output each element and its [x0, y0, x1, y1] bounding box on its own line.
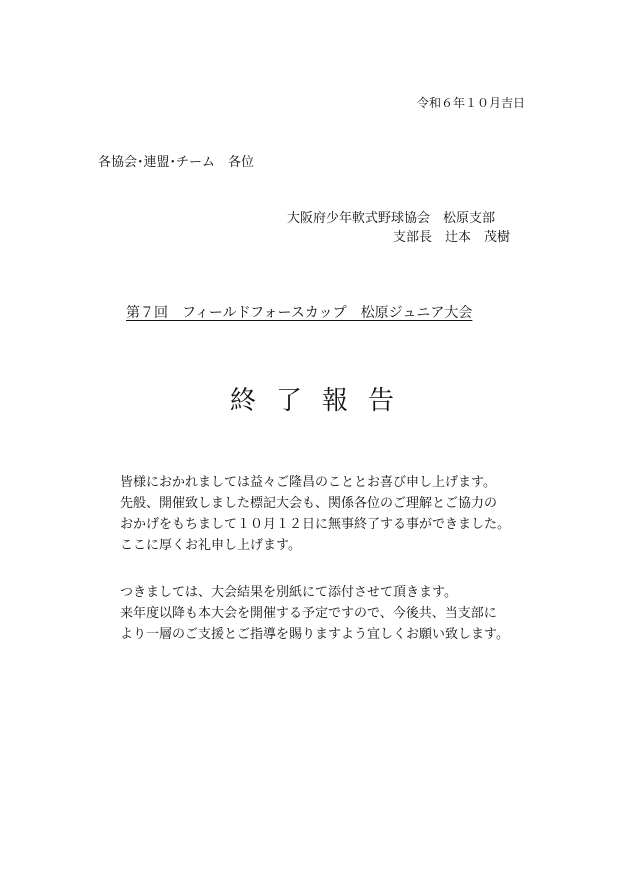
body-line: より一層のご支援とご指導を賜りますよう宜しくお願い致します。	[120, 627, 509, 642]
event-title: 第７回 フィールドフォースカップ 松原ジュニア大会	[126, 305, 473, 321]
body-line: ここに厚くお礼申し上げます。	[120, 538, 301, 553]
body-paragraph-1	[120, 472, 510, 556]
body-paragraph-2	[120, 582, 509, 645]
body-line: 来年度以降も本大会を開催する予定ですので、今後共、当支部に	[120, 606, 497, 621]
document-date: 令和６年１０月吉日	[417, 96, 526, 110]
document-title: 終了報告	[230, 386, 415, 416]
body-line: つきましては、大会結果を別紙にて添付させて頂きます。	[120, 585, 457, 600]
addressee: 各協会･連盟･チーム 各位	[98, 155, 255, 170]
body-line: 先般、開催致しました標記大会も、関係各位のご理解とご協力の	[120, 496, 498, 511]
sender-name: 支部長 辻本 茂樹	[393, 230, 511, 245]
sender-organization: 大阪府少年軟式野球協会 松原支部	[287, 211, 496, 226]
body-line: おかげをもちまして１０月１２日に無事終了する事ができました。	[120, 517, 511, 532]
body-line: 皆様におかれましては益々ご隆昌のこととお喜び申し上げます。	[120, 475, 496, 490]
